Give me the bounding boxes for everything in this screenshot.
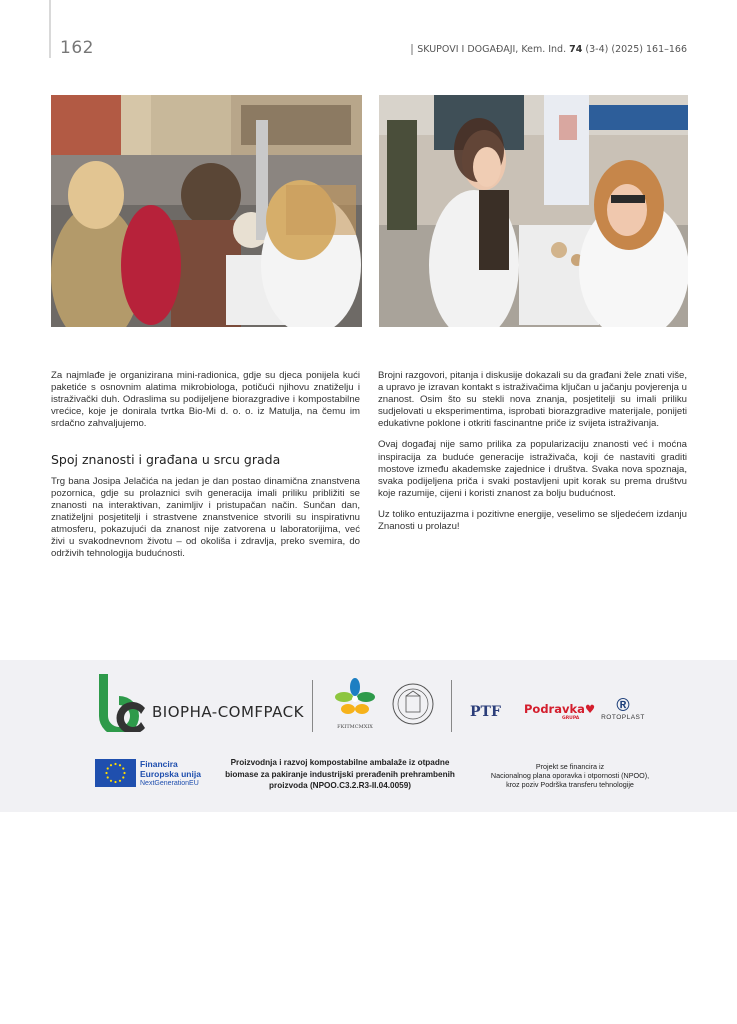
project-title: Proizvodnja i razvoj kompostabilne ambalaže iz otpadne biomase za pakiranje industrijski prerađenih prehrambenih proizvoda (NPOO.C3.2.R3-II.04.0059)	[225, 758, 455, 790]
eu-line-3: NextGenerationEU	[140, 780, 199, 787]
podravka-label: Podravka	[524, 702, 585, 716]
biopha-comfpack-logo-text: BIOPHA-COMFPACK	[152, 703, 304, 721]
eu-line-1: Financira	[140, 759, 178, 769]
section-heading: Spoj znanosti i građana u srcu grada	[51, 452, 281, 468]
funding-note	[455, 762, 685, 789]
university-seal-icon	[392, 683, 434, 725]
intro-paragraph: Za najmlađe je organizirana mini-radionica, gdje su djeca ponijela kući paketiće s osnovnim alatima mikrobiologa, potičući njihovu znatiželju i istraživački duh. Odraslima su podijeljene biorazgradive i kompostabilne vrećice, koje je donirala tvrtka Bio-Mi d. o. o. iz Matulja, na čemu im srdačno zahvaljujemo.	[51, 370, 360, 430]
volume-number: 74	[569, 44, 583, 55]
fkit-logo	[332, 677, 378, 731]
running-head: SKUPOVI I DOGAĐAJI, Kem. Ind. 74 (3-4) (2025) 161–166	[411, 44, 687, 55]
eu-line-2: Europska unija	[140, 769, 201, 779]
funding-line-3: kroz poziv Podrška transferu tehnologije	[506, 780, 634, 789]
fkit-label: FKITMCMXIX	[337, 724, 373, 730]
footer-divider	[312, 680, 313, 732]
page-number: 162	[60, 38, 94, 58]
paragraph-2: Ovaj događaj nije samo prilika za popularizaciju znanosti već i moćna inspiracija za buduće generacije istraživača, koji će nastaviti graditi mostove između akademske zajednice i društva. Svaka nova spoznaja, svaka podijeljena priča i svaki postavljeni upit korak su prema društvu koje razumije, cijeni i koristi znanost za bolju budućnost.	[378, 439, 687, 499]
journal-name: Kem. Ind.	[521, 44, 567, 55]
fkit-flower-icon	[332, 677, 378, 717]
rotoplast-mark-icon: ®	[616, 695, 630, 715]
margin-rule	[49, 0, 51, 58]
podravka-logo: Podravka♥ GRUPA	[524, 702, 596, 721]
issue-pages: (3-4) (2025) 161–166	[585, 44, 687, 55]
funding-line-1: Projekt se financira iz	[535, 762, 605, 771]
ptf-logo: PTF	[470, 704, 501, 720]
eu-flag-icon	[95, 759, 136, 787]
biopha-comfpack-logo-icon	[95, 672, 147, 732]
body-paragraph: Trg bana Josipa Jelačića na jedan je dan postao dinamična znanstvena pozornica, gdje su prolaznici svih generacija imali priliku približiti se znanosti na interaktivan, zanimljiv i pristupačan način. Sunčan dan, znatiželjni posjetitelji i strastvene znanstvenice stvorili su inspirativnu atmosferu, pokazujući da znanost nije zatvorena u laboratorijima, već živi u svakodnevnom životu – od okoliša i zdravlja, preko svemira, do održivih tehnologija budućnosti.	[51, 475, 360, 560]
left-column	[51, 370, 360, 569]
section-title: SKUPOVI I DOGAĐAJI	[417, 44, 516, 55]
paragraph-1: Brojni razgovori, pitanja i diskusije dokazali su da građani žele znati više, a upravo je izravan kontakt s istraživačima ključan u jačanju povjerenja u znanost. Osim što su stekli nova znanja, posjetitelji su imali priliku sudjelovati u eksperimentima, isprobati biorazgradive materijale, ponijeti edukativne poklone i otkriti fascinantne priče iz svijeta istraživanja.	[378, 370, 687, 430]
footer-divider	[451, 680, 452, 732]
podravka-sub: GRUPA	[562, 716, 580, 721]
funding-line-2: Nacionalnog plana oporavka i otpornosti (NPOO),	[490, 771, 650, 780]
right-column	[378, 370, 687, 542]
rotoplast-logo	[600, 696, 646, 721]
rotoplast-label: ROTOPLAST	[601, 714, 645, 721]
running-head-bar	[411, 44, 413, 55]
eu-funding-label	[140, 759, 201, 789]
event-photo-right	[379, 95, 688, 327]
event-photo-left	[51, 95, 362, 327]
paragraph-3: Uz toliko entuzijazma i pozitivne energije, veselimo se sljedećem izdanju Znanosti u prolazu!	[378, 508, 687, 533]
